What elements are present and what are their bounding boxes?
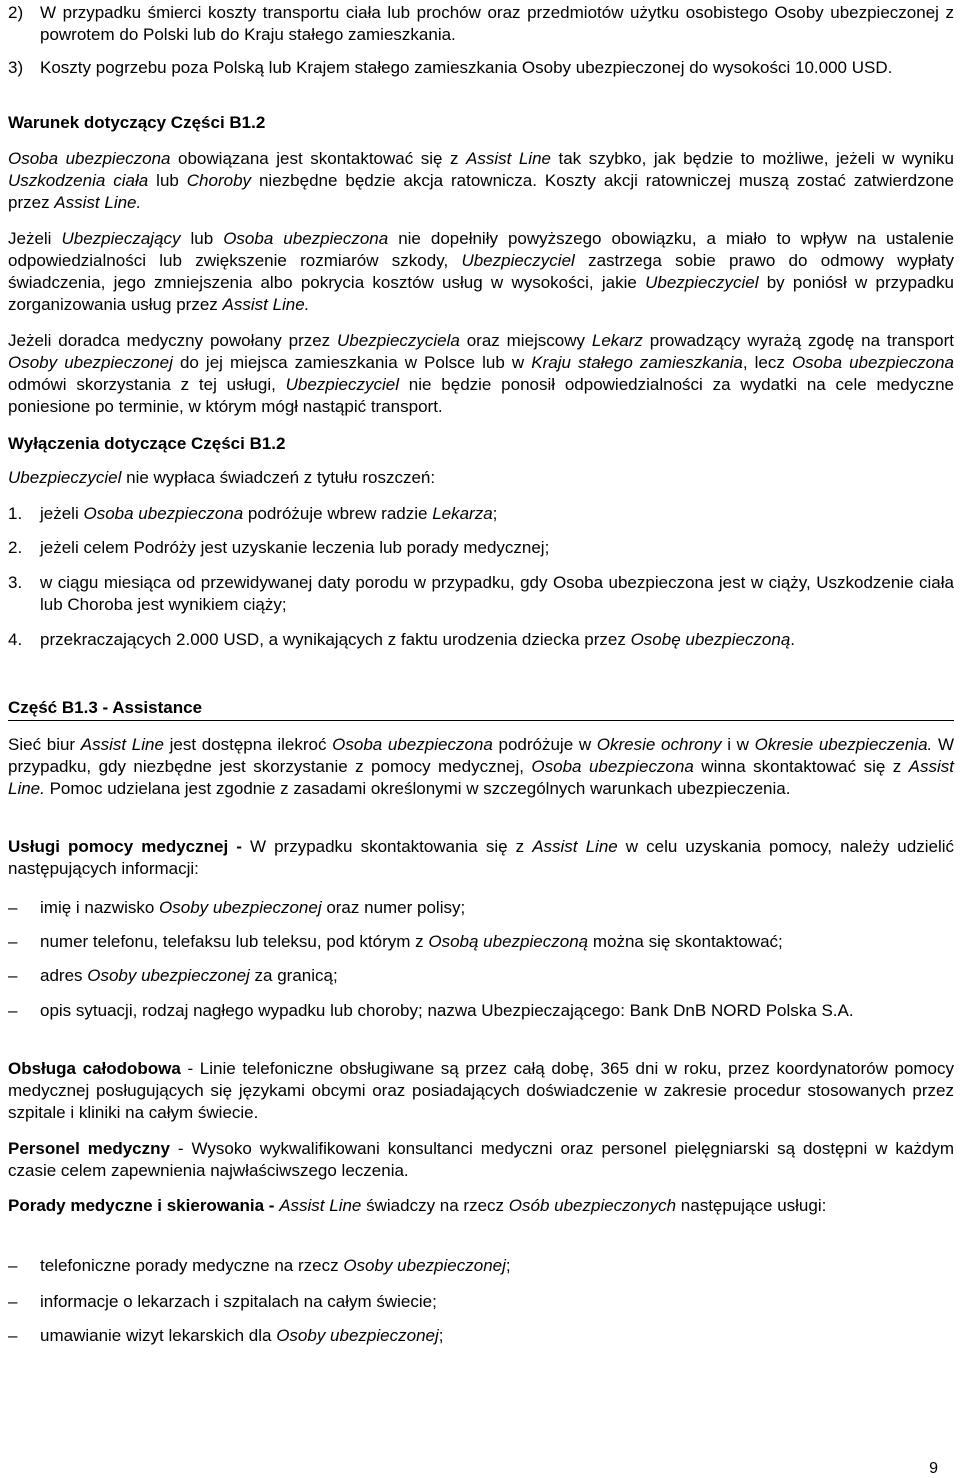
dash-bullet: – (8, 1292, 18, 1311)
obsluga-paragraph: Obsługa całodobowa - Linie telefoniczne obsługiwane są przez całą dobę, 365 dni w roku, przez koordynatorów pomocy medycznej posługujących się językami obcymi oraz posiadających doświadczenie w zakresie procedur stosowanych przez szpitale i kliniki na całym świecie. (8, 1059, 955, 1122)
dash-bullet: – (8, 932, 18, 951)
info-item: numer telefonu, telefaksu lub teleksu, pod którym z Osobą ubezpieczoną można się skontaktować; (40, 932, 783, 951)
item-2-number: 2) (8, 3, 24, 22)
item-3-text: Koszty pogrzebu poza Polską lub Krajem stałego zamieszkania Osoby ubezpieczonej do wysokości 10.000 USD. (40, 58, 893, 77)
wylaczenia-item-number: 4. (8, 630, 23, 649)
warunek-paragraph-1: Osoba ubezpieczona obowiązana jest skontaktować się z Assist Line tak szybko, jak będzie to możliwe, jeżeli w wyniku Uszkodzenia ciała lub Choroby niezbędne będzie akcja ratownicza. Koszty akcji ratowniczej muszą zostać zatwierdzone przez Assist Line. (8, 149, 954, 212)
personel-paragraph: Personel medyczny - Wysoko wykwalifikowani konsultanci medyczni oraz personel pielęgniarski są dostępni w każdym czasie celem zapewnienia najwłaściwszego leczenia. (8, 1139, 954, 1180)
wylaczenia-item-number: 2. (8, 538, 23, 557)
porady-paragraph: Porady medyczne i skierowania - Assist Line świadczy na rzecz Osób ubezpieczonych następujące usługi: (8, 1196, 827, 1215)
dash-bullet: – (8, 1256, 18, 1275)
item-2-text: W przypadku śmierci koszty transportu ciała lub prochów oraz przedmiotów użytku osobistego Osoby ubezpieczonej z powrotem do Polski lub do Kraju stałego zamieszkania. (40, 3, 954, 44)
wylaczenia-heading: Wyłączenia dotyczące Części B1.2 (8, 434, 286, 453)
warunek-paragraph-3: Jeżeli doradca medyczny powołany przez Ubezpieczyciela oraz miejscowy Lekarz prowadzący wyrażą zgodę na transport Osoby ubezpieczonej do jej miejsca zamieszkania w Polsce lub w Kraju stałego zamieszkania, lecz Osoba ubezpieczona odmówi skorzystania z tej usługi, Ubezpieczyciel nie będzie ponosił odpowiedzialności za wydatki na cele medyczne poniesione po terminie, w którym mógł nastąpić transport. (8, 331, 954, 416)
uslugi-paragraph: Usługi pomocy medycznej - W przypadku skontaktowania się z Assist Line w celu uzyskania pomocy, należy udzielić następujących informacji: (8, 837, 954, 878)
wylaczenia-item: jeżeli Osoba ubezpieczona podróżuje wbrew radzie Lekarza; (40, 504, 498, 523)
info-item: adres Osoby ubezpieczonej za granicą; (40, 966, 338, 985)
warunek-heading: Warunek dotyczący Części B1.2 (8, 113, 266, 132)
wylaczenia-item: przekraczających 2.000 USD, a wynikających z faktu urodzenia dziecka przez Osobę ubezpieczoną. (40, 630, 796, 649)
wylaczenia-item-number: 3. (8, 573, 23, 592)
info-item: opis sytuacji, rodzaj nagłego wypadku lub choroby; nazwa Ubezpieczającego: Bank DnB NORD Polska S.A. (40, 1001, 854, 1020)
dash-bullet: – (8, 898, 18, 917)
wylaczenia-item: jeżeli celem Podróży jest uzyskanie leczenia lub porady medycznej; (40, 538, 550, 557)
porady-item: informacje o lekarzach i szpitalach na całym świecie; (40, 1292, 437, 1311)
page-number: 9 (929, 1460, 938, 1477)
porady-item: umawianie wizyt lekarskich dla Osoby ubezpieczonej; (40, 1326, 444, 1345)
czesc-heading: Część B1.3 - Assistance (8, 698, 203, 717)
item-3-number: 3) (8, 58, 24, 77)
wylaczenia-item-number: 1. (8, 504, 23, 523)
info-item: imię i nazwisko Osoby ubezpieczonej oraz numer polisy; (40, 898, 466, 917)
dash-bullet: – (8, 1001, 18, 1020)
czesc-paragraph-1: Sieć biur Assist Line jest dostępna ilekroć Osoba ubezpieczona podróżuje w Okresie ochrony i w Okresie ubezpieczenia. W przypadku, gdy niezbędne jest skorzystanie z pomocy medycznej, Osoba ubezpieczona winna skontaktować się z Assist Line. Pomoc udzielana jest zgodnie z zasadami określonymi w szczególnych warunkach ubezpieczenia. (8, 735, 955, 798)
dash-bullet: – (8, 966, 18, 985)
porady-item: telefoniczne porady medyczne na rzecz Osoby ubezpieczonej; (40, 1256, 511, 1275)
warunek-paragraph-2: Jeżeli Ubezpieczający lub Osoba ubezpieczona nie dopełniły powyższego obowiązku, a miało to wpływ na ustalenie odpowiedzialności lub zwiększenie rozmiarów szkody, Ubezpieczyciel zastrzega sobie prawo do odmowy wypłaty świadczenia, jego zmniejszenia albo pokrycia kosztów usług w wysokości, jakie Ubezpieczyciel by poniósł w przypadku zorganizowania usług przez Assist Line. (8, 229, 955, 314)
wylaczenia-intro: Ubezpieczyciel nie wypłaca świadczeń z tytułu roszczeń: (8, 468, 436, 487)
wylaczenia-item: w ciągu miesiąca od przewidywanej daty porodu w przypadku, gdy Osoba ubezpieczona jest w ciąży, Uszkodzenie ciała lub Choroba jest wynikiem ciąży; (40, 573, 954, 614)
dash-bullet: – (8, 1326, 18, 1345)
heading-rule (8, 720, 954, 721)
